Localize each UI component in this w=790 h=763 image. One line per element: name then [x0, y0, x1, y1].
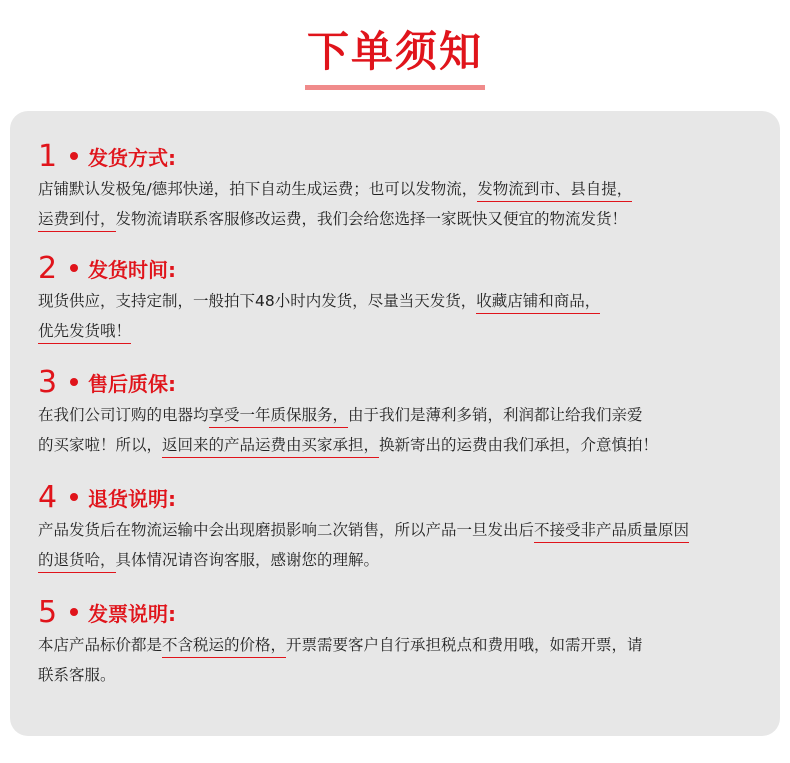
text-run: 发物流请联系客服修改运费，我们会给您选择一家既快又便宜的物流发货！ — [115, 210, 628, 228]
section-heading — [38, 138, 632, 174]
underlined-text: 返回来的产品运费由买家承担， — [162, 436, 379, 458]
underlined-text: 的退货哈， — [38, 551, 116, 573]
text-run: 在我们公司订购的电器均 — [38, 406, 209, 424]
text-run: 本店产品标价都是 — [38, 636, 163, 654]
text-run: 换新寄出的运费由我们承担，介意慎拍！ — [379, 436, 659, 454]
paragraph-line — [38, 630, 643, 660]
section-number: 1 — [38, 138, 58, 174]
underlined-text: 优先发货哦！ — [38, 322, 131, 344]
text-run: 的买家啦！所以， — [38, 436, 163, 454]
text-run: 现货供应，支持定制，一般拍下48小时内发货，尽量当天发货， — [38, 292, 477, 310]
text-run: 开票需要客户自行承担税点和费用哦，如需开票，请 — [286, 636, 643, 654]
section-title: 售后质保: — [88, 371, 176, 396]
section-title: 发货时间: — [88, 257, 176, 282]
paragraph-line — [38, 430, 658, 460]
section-shipping-method — [38, 138, 632, 234]
paragraph-line — [38, 400, 658, 430]
section-title: 发货方式: — [88, 145, 176, 170]
underlined-text: 收藏店铺和商品， — [476, 292, 600, 314]
bullet-dot-icon — [70, 264, 78, 272]
section-returns — [38, 479, 689, 575]
section-heading — [38, 250, 600, 286]
bullet-dot-icon — [70, 608, 78, 616]
paragraph-line — [38, 174, 632, 204]
bullet-dot-icon — [70, 152, 78, 160]
text-run: 具体情况请咨询客服，感谢您的理解。 — [115, 551, 380, 569]
section-heading — [38, 364, 658, 400]
title-underline — [305, 85, 485, 90]
section-number: 5 — [38, 594, 58, 630]
paragraph-line — [38, 660, 643, 690]
bullet-dot-icon — [70, 378, 78, 386]
underlined-text: 不接受非产品质量原因 — [534, 521, 689, 543]
underlined-text: 运费到付， — [38, 210, 116, 232]
text-run: 联系客服。 — [38, 666, 116, 684]
text-run: 由于我们是薄利多销，利润都让给我们亲爱 — [348, 406, 643, 424]
page-title: 下单须知 — [306, 27, 483, 76]
section-heading — [38, 479, 689, 515]
underlined-text: 发物流到市、县自提， — [477, 180, 632, 202]
section-shipping-time — [38, 250, 600, 346]
section-heading — [38, 594, 643, 630]
paragraph-line — [38, 545, 689, 575]
section-title: 退货说明: — [88, 486, 176, 511]
underlined-text: 享受一年质保服务， — [209, 406, 349, 428]
bullet-dot-icon — [70, 493, 78, 501]
paragraph-line — [38, 316, 600, 346]
paragraph-line — [38, 286, 600, 316]
paragraph-line — [38, 515, 689, 545]
section-number: 2 — [38, 250, 58, 286]
section-number: 3 — [38, 364, 58, 400]
section-title: 发票说明: — [88, 601, 176, 626]
text-run: 产品发货后在物流运输中会出现磨损影响二次销售，所以产品一旦发出后 — [38, 521, 535, 539]
text-run: 店铺默认发极兔/德邦快递，拍下自动生成运费；也可以发物流， — [38, 180, 478, 198]
section-number: 4 — [38, 479, 58, 515]
section-invoice — [38, 594, 643, 690]
section-after-sales — [38, 364, 658, 460]
paragraph-line — [38, 204, 632, 234]
underlined-text: 不含税运的价格， — [162, 636, 286, 658]
